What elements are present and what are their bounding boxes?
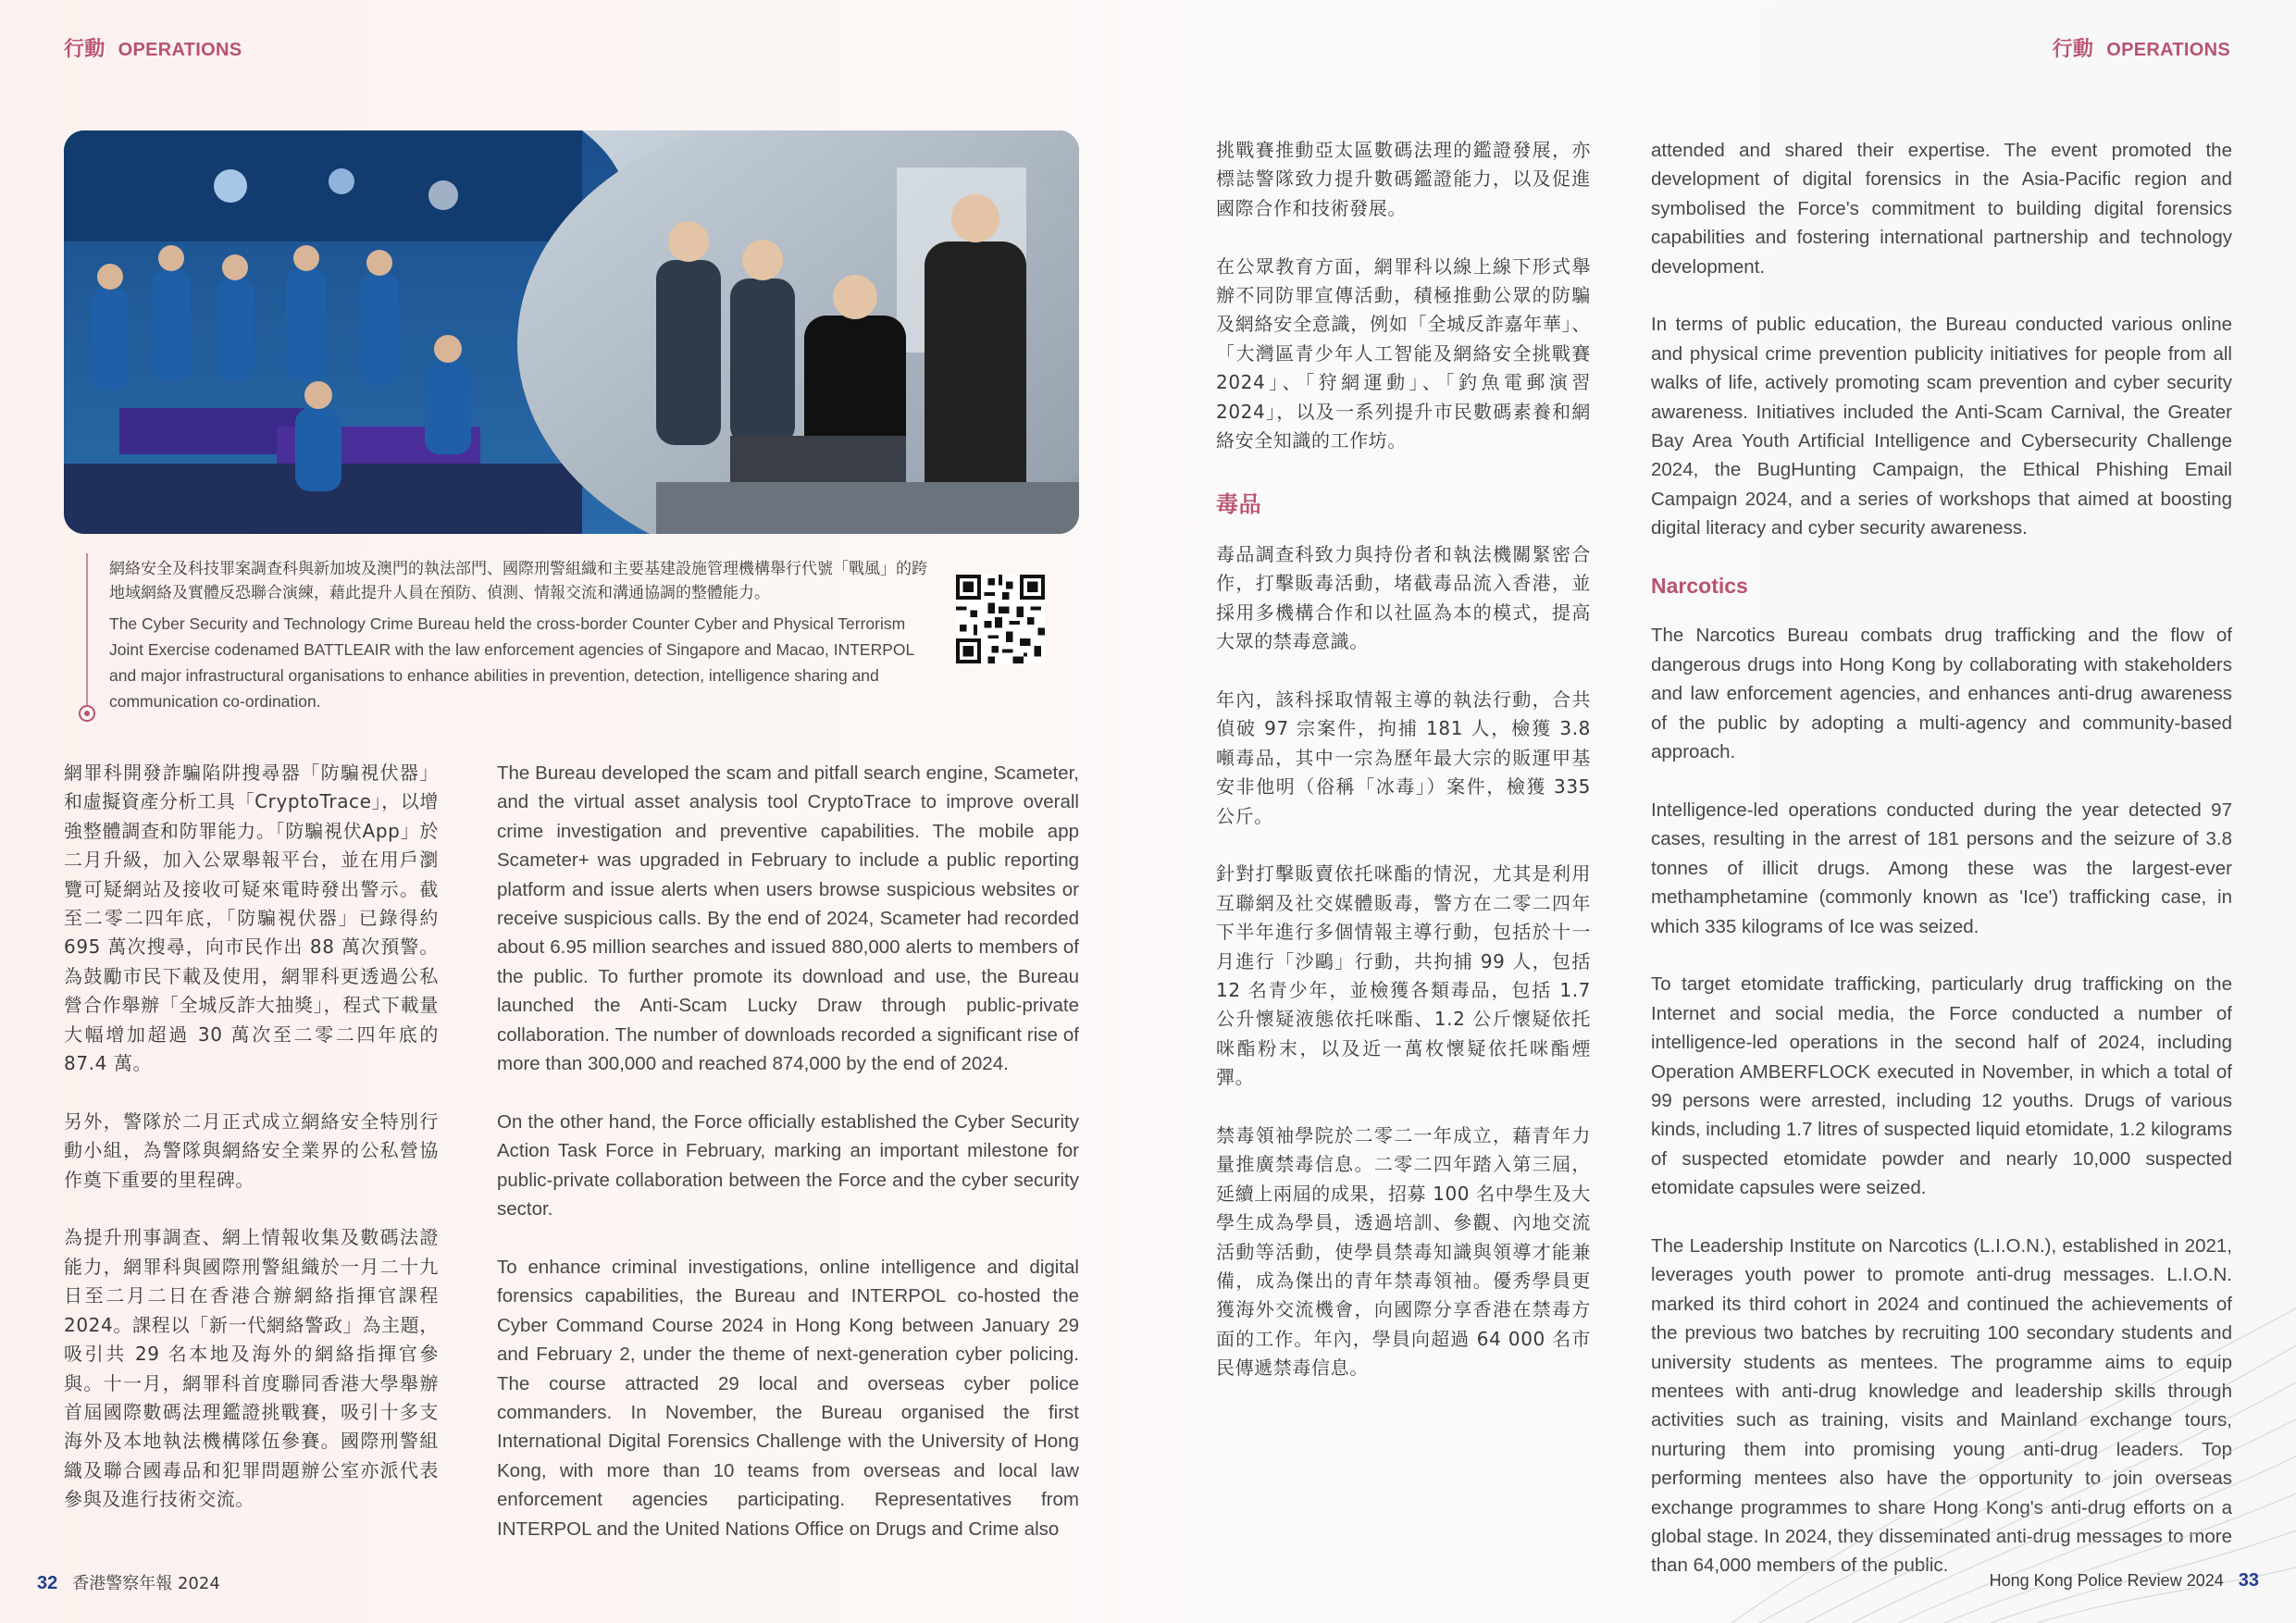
footer-right [1975,1570,2259,1592]
qr-code-icon[interactable] [956,575,1045,663]
narcotics-zh-para-3: 針對打擊販賣依托咪酯的情況，尤其是利用互聯網及社交媒體販毒，警方在二零二四年下半年進行多個情報主導行動，包括於十一月進行「沙鷗」行動，共拘捕 99 人，包括 12 名青少年，並檢獲各類毒品，包括 1.7 公升懷疑液態依托咪酯、1.2 公斤懷疑依托咪酯粉末，以及近一萬枚懷疑依托咪酯煙彈。 [1216,862,1591,1089]
footer-left-title: 香港警察年報 2024 [72,1574,220,1593]
right-zh-column [1216,136,1591,1412]
page-number-left: 32 [37,1573,58,1593]
header-right-en: OPERATIONS [2106,40,2230,60]
right-en-column [1651,136,2232,1609]
narcotics-en-para-2: Intelligence-led operations conducted during the year detected 97 cases, resulting in the arrest of 181 persons and the seizure of 3.8 tonnes of illicit drugs. Among these was the largest-ever methamphetamine (commonly known as 'Ice') trafficking case, in which 335 kilograms of Ice was seized. [1651,799,2232,937]
header-right [2053,33,2230,62]
footer-left [37,1570,235,1594]
photo-caption [109,557,942,714]
left-en-para-3: To enhance criminal investigations, online intelligence and digital forensics capabilities, the Bureau and INTERPOL co-hosted the Cyber Command Course 2024 in Hong Kong between January 29 and February 2, under the theme of next-generation cyber policing. The course attracted 29 local and overseas cyber police commanders. In November, the Bureau organised the first International Digital Forensics Challenge with the University of Hong Kong, with more than 10 teams from overseas and local law enforcement agencies participating. Representatives from INTERPOL and the United Nations Office on Drugs and Crime also [497,1256,1079,1540]
narcotics-zh-para-2: 年內，該科採取情報主導的執法行動，合共偵破 97 宗案件，拘捕 181 人，檢獲 3.8 噸毒品，其中一宗為歷年最大宗的販運甲基安非他明（俗稱「冰毒」）案件，檢獲 335 公斤。 [1216,688,1591,827]
left-zh-para-1: 網罪科開發詐騙陷阱搜尋器「防騙視伏器」和虛擬資產分析工具「CryptoTrace」，以增強整體調查和防罪能力。「防騙視伏App」於二月升級，加入公眾舉報平台，並在用戶瀏覽可疑網站及接收可疑來電時發出警示。截至二零二四年底，「防騙視伏器」已錄得約 695 萬次搜尋，向市民作出 88 萬次預警。為鼓勵市民下載及使用，網罪科更透過公私營合作舉辦「全城反詐大抽獎」，程式下載量大幅增加超過 30 萬次至二零二四年底的 87.4 萬。 [64,762,439,1075]
caption-zh: 網絡安全及科技罪案調查科與新加坡及澳門的執法部門、國際刑警組織和主要基建設施管理機構舉行代號「戰風」的跨地域網絡及實體反恐聯合演練，藉此提升人員在預防、偵測、情報交流和溝通協調的整體能力。 [109,560,927,602]
narcotics-zh-para-1: 毒品調查科致力與持份者和執法機關緊密合作，打擊販毒活動，堵截毒品流入香港，並採用多機構合作和以社區為本的模式，提高大眾的禁毒意識。 [1216,542,1591,653]
left-zh-column [64,759,439,1543]
header-left [64,33,242,62]
narcotics-title-zh: 毒品 [1216,491,1262,518]
caption-marker-icon [79,705,95,722]
right-en-para-2: In terms of public education, the Bureau conducted various online and physical crime prevention publicity initiatives for people from all walks of life, actively promoting scam prevention and cyber security awareness. Initiatives included the Anti-Scam Carnival, the Greater Bay Area Youth Artificial Intelligence and Cybersecurity Challenge 2024, the BugHunting Campaign, the Ethical Phishing Email Campaign 2024, and a series of workshops that aimed at boosting digital literacy and cyber security awareness. [1651,314,2232,539]
header-left-zh: 行動 [64,38,105,61]
narcotics-zh-para-4: 禁毒領袖學院於二零二一年成立，藉青年力量推廣禁毒信息。二零二四年踏入第三屆，延續上兩屆的成果，招募 100 名中學生及大學生成為學員，透過培訓、參觀、內地交流活動等活動，使學員禁毒知識與領導才能兼備，成為傑出的青年禁毒領袖。優秀學員更獲海外交流機會，向國際分享香港在禁毒方面的工作。年內，學員向超過 64 000 名市民傳遞禁毒信息。 [1216,1123,1591,1380]
right-zh-para-1: 挑戰賽推動亞太區數碼法理的鑑證發展，亦標誌警隊致力提升數碼鑑證能力，以及促進國際合作和技術發展。 [1216,139,1591,219]
narcotics-title-en: Narcotics [1651,574,1748,599]
caption-line [86,553,88,711]
header-right-zh: 行動 [2052,38,2094,61]
left-en-para-1: The Bureau developed the scam and pitfall search engine, Scameter, and the virtual asset analysis tool CryptoTrace to improve overall crime investigation and preventive capabilities. The mobile app Scameter+ was upgraded in February to include a public reporting platform and issue alerts when users browse suspicious websites or receive suspicious calls. By the end of 2024, Scameter had recorded about 6.95 million searches and issued 880,000 alerts to members of the public. To further promote its download and use, the Bureau launched the Anti-Scam Lucky Draw through public-private collaboration. The number of downloads recorded a significant rise of more than 300,000 and reached 874,000 by the end of 2024. [497,762,1079,1075]
right-en-para-1: attended and shared their expertise. The event promoted the development of digital forensics in the Asia-Pacific region and symbolised the Force's commitment to building digital forensics capabilities and fostering international partnership and technology development. [1651,140,2232,278]
left-zh-para-3: 為提升刑事調查、網上情報收集及數碼法證能力，網罪科與國際刑警組織於一月二十九日至二月二日在香港合辦網絡指揮官課程 2024。課程以「新一代網絡警政」為主題，吸引共 29 名本地及海外的網絡指揮官參與。十一月，網罪科首度聯同香港大學舉辦首屆國際數碼法理鑑證挑戰賽，吸引十多支海外及本地執法機構隊伍參賽。國際刑警組織及聯合國毒品和犯罪問題辦公室亦派代表參與及進行技術交流。 [64,1226,439,1511]
photo-illustration [64,130,1079,534]
narcotics-en-para-4: The Leadership Institute on Narcotics (L.I.O.N.), established in 2021, leverages youth power to promote anti-drug messages. L.I.O.N. marked its third cohort in 2024 and continued the achievements of the previous two batches by recruiting 100 secondary students and university students as mentees. The programme aims to equip mentees with anti-drug knowledge and leadership skills through activities such as training, visits and Mainland exchange tours, nurturing them into promising young anti-drug leaders. Top performing mentees also have the opportunity to join overseas exchange programmes to share Hong Kong's anti-drug efforts on a global stage. In 2024, they disseminated anti-drug messages to more than 64,000 members of the public. [1651,1234,2232,1577]
left-en-column [497,759,1079,1572]
page-number-right: 33 [2238,1570,2259,1591]
narcotics-en-para-1: The Narcotics Bureau combats drug trafficking and the flow of dangerous drugs into Hong Kong by collaborating with stakeholders and law enforcement agencies, and enhances anti-drug awareness of the public by adopting a multi-agency and community-based approach. [1651,625,2232,763]
left-en-para-2: On the other hand, the Force officially established the Cyber Security Action Task Force in February, marking an important milestone for public-private collaboration between the Force and the cyber security sector. [497,1110,1079,1220]
operations-photo [64,130,1079,534]
left-zh-para-2: 另外，警隊於二月正式成立網絡安全特別行動小組，為警隊與網絡安全業界的公私營協作奠下重要的里程碑。 [64,1109,439,1191]
narcotics-en-para-3: To target etomidate trafficking, particularly drug trafficking on the Internet and social media, the Force conducted a number of intelligence-led operations in the second half of 2024, including Operation AMBERFLOCK executed in November, in which a total of 99 persons were arrested, including 12 youths. Drugs of various kinds, including 1.7 litres of suspected liquid etomidate, 1.2 kilograms of suspected etomidate powder and nearly 10,000 suspected etomidate capsules were seized. [1651,973,2232,1199]
right-zh-para-2: 在公眾教育方面，網罪科以線上線下形式舉辦不同防罪宣傳活動，積極推動公眾的防騙及網絡安全意識，例如「全城反詐嘉年華」、「大灣區青少年人工智能及網絡安全挑戰賽 2024」、「狩網運動」、「釣魚電郵演習 2024」，以及一系列提升市民數碼素養和網絡安全知識的工作坊。 [1216,254,1591,452]
footer-right-title: Hong Kong Police Review 2024 [1989,1571,2224,1590]
header-left-en: OPERATIONS [118,40,242,60]
caption-en: The Cyber Security and Technology Crime Bureau held the cross-border Counter Cyber and Physical Terrorism Joint Exercise codenamed BATTLEAIR with the law enforcement agencies of Singapore and Macao, INTERPOL and major infrastructural organisations to enhance abilities in prevention, detection, intelligence sharing and communication co-ordination. [109,614,914,711]
